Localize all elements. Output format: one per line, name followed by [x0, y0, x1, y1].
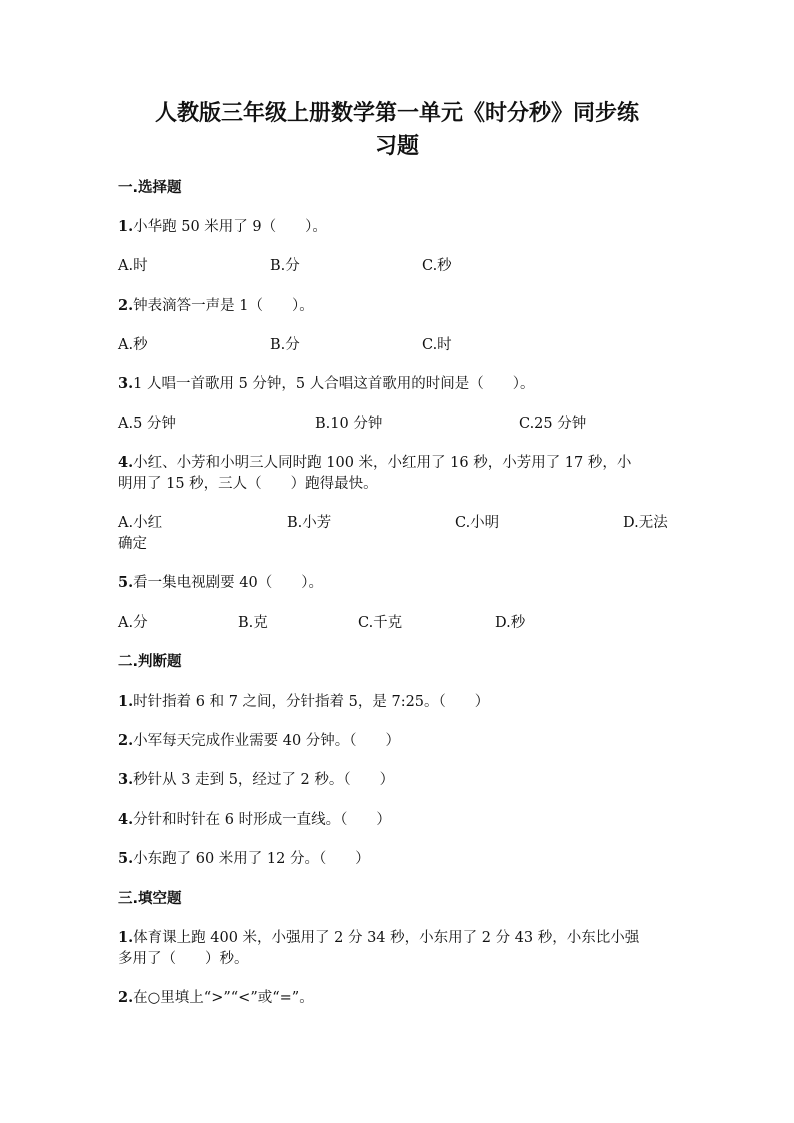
- question-text: 钟表滴答一声是 1（ ）。: [133, 298, 314, 314]
- option-b: B.分: [270, 337, 300, 353]
- fill-1-continued: 多用了（ ）秒。: [118, 951, 249, 967]
- option-c: C.千克: [358, 615, 403, 631]
- fill-2: [118, 988, 314, 1008]
- option-d: D.秒: [495, 615, 526, 631]
- option-a: A.小红: [118, 515, 163, 531]
- question-number: 1.: [118, 218, 134, 235]
- option-b: B.10 分钟: [315, 416, 383, 432]
- judge-5: [118, 849, 370, 869]
- option-b: B.小芳: [287, 515, 332, 531]
- question-text: 1 人唱一首歌用 5 分钟，5 人合唱这首歌用的时间是（ ）。: [133, 376, 535, 392]
- question-text: 小华跑 50 米用了 9（ ）。: [133, 219, 327, 235]
- option-b: B.分: [270, 258, 300, 274]
- judge-2: [118, 731, 400, 751]
- question-4: [118, 453, 631, 473]
- question-3: [118, 374, 535, 394]
- option-c: C.小明: [455, 515, 500, 531]
- question-2: [118, 296, 314, 316]
- option-a: A.时: [118, 258, 148, 274]
- question-text: 时针指着 6 和 7 之间，分针指着 5，是 7:25。（ ）: [133, 694, 490, 710]
- question-number: 1.: [118, 693, 134, 710]
- question-number: 1.: [118, 929, 134, 946]
- question-text: 小红、小芳和小明三人同时跑 100 米，小红用了 16 秒，小芳用了 17 秒，小: [133, 455, 632, 471]
- question-number: 3.: [118, 375, 134, 392]
- question-number: 2.: [118, 297, 134, 314]
- page-title-line-1: 人教版三年级上册数学第一单元《时分秒》同步练: [154, 100, 639, 126]
- question-text: 看一集电视剧要 40（ ）。: [133, 575, 323, 591]
- option-a: A.5 分钟: [118, 416, 176, 432]
- option-d-continued: 确定: [118, 536, 147, 552]
- question-text: 小军每天完成作业需要 40 分钟。（ ）: [133, 733, 401, 749]
- option-c: C.时: [422, 337, 452, 353]
- option-c: C.25 分钟: [519, 416, 587, 432]
- question-text: 秒针从 3 走到 5，经过了 2 秒。（ ）: [133, 772, 395, 788]
- question-text: 在○里填上“>”“<”或“=”。: [133, 990, 314, 1006]
- question-text: 分针和时针在 6 时形成一直线。（ ）: [133, 812, 391, 828]
- judge-4: [118, 810, 391, 830]
- fill-1: [118, 928, 639, 948]
- section-heading-judgement: 二.判断题: [118, 654, 182, 670]
- question-number: 3.: [118, 771, 134, 788]
- question-4-continued: 明用了 15 秒，三人（ ）跑得最快。: [118, 476, 378, 492]
- question-5: [118, 573, 323, 593]
- judge-3: [118, 770, 394, 790]
- question-number: 5.: [118, 850, 134, 867]
- section-heading-choice: 一.选择题: [118, 180, 182, 196]
- question-number: 5.: [118, 574, 134, 591]
- question-text: 体育课上跑 400 米，小强用了 2 分 34 秒，小东用了 2 分 43 秒，小东比小强: [133, 930, 640, 946]
- judge-1: [118, 692, 489, 712]
- question-number: 4.: [118, 454, 134, 471]
- question-1: [118, 217, 327, 237]
- question-number: 2.: [118, 732, 134, 749]
- section-heading-fill-in: 三.填空题: [118, 891, 182, 907]
- question-number: 2.: [118, 989, 134, 1006]
- option-a: A.秒: [118, 337, 148, 353]
- page-title-line-2: 习题: [374, 133, 419, 159]
- option-a: A.分: [118, 615, 148, 631]
- option-d: D.无法: [623, 515, 668, 531]
- question-number: 4.: [118, 811, 134, 828]
- question-text: 小东跑了 60 米用了 12 分。（ ）: [133, 851, 370, 867]
- option-c: C.秒: [422, 258, 452, 274]
- option-b: B.克: [238, 615, 268, 631]
